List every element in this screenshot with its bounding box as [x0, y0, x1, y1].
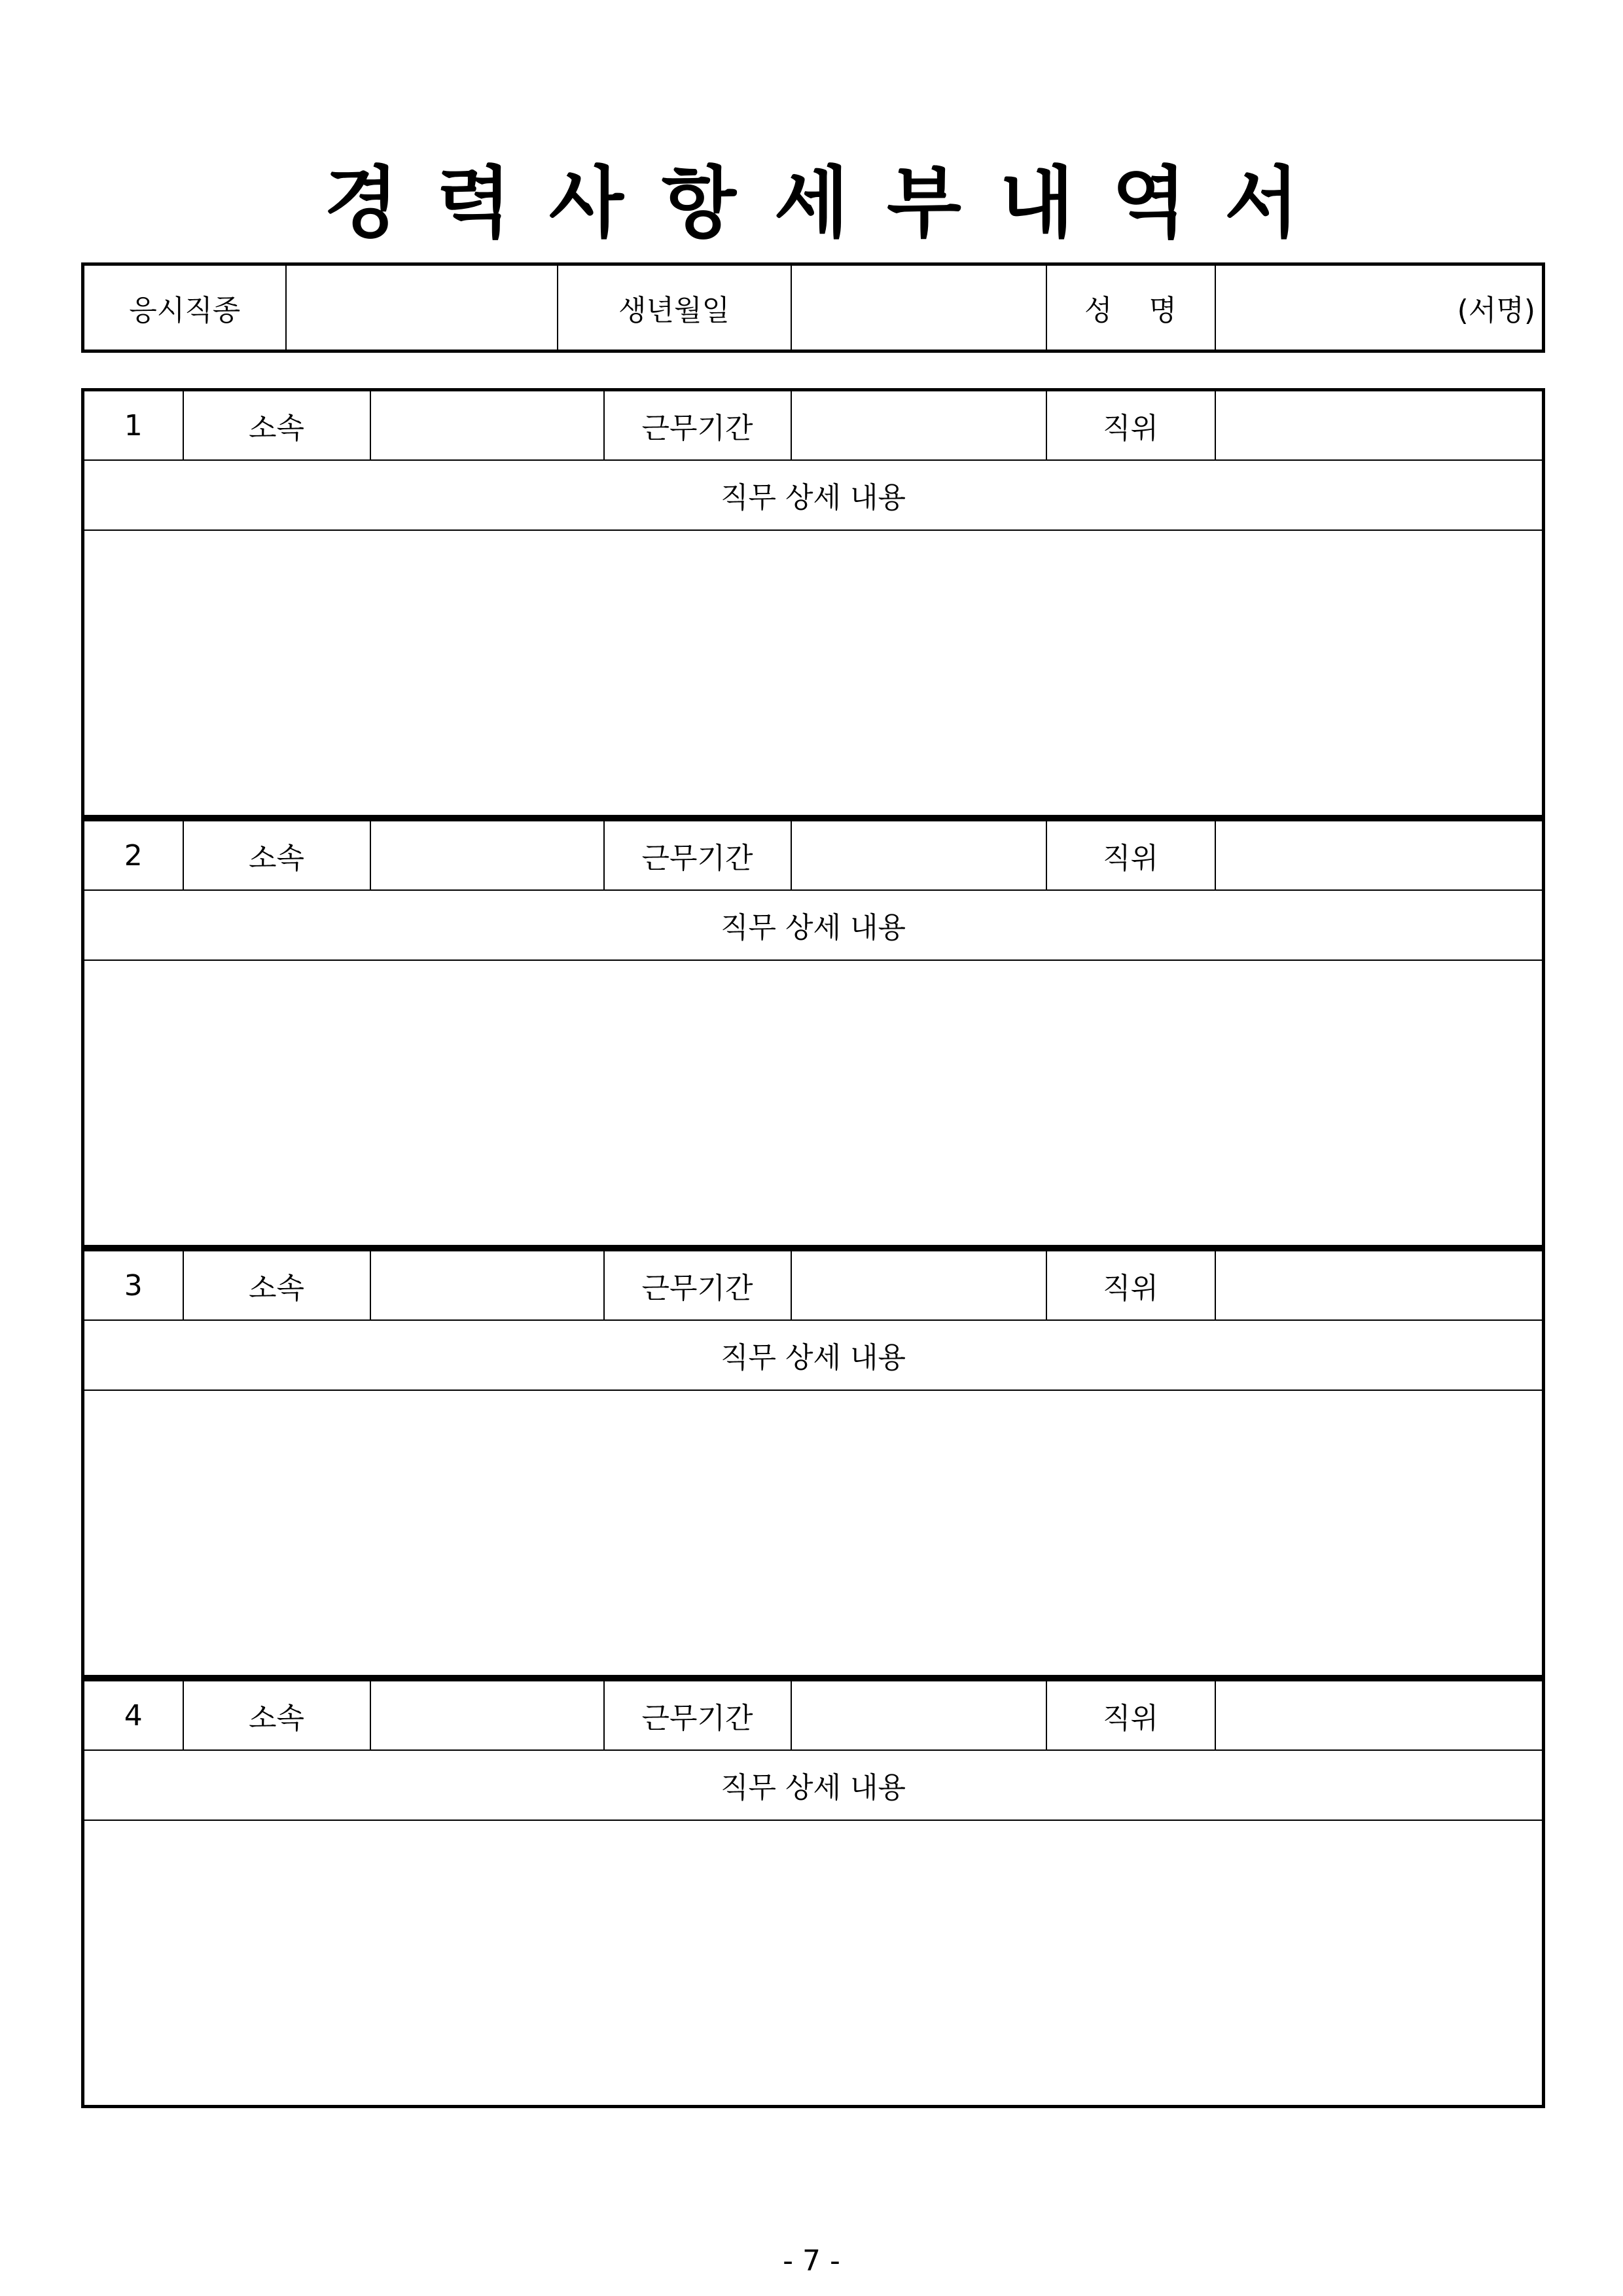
birth-date-field[interactable]	[791, 264, 1046, 351]
work-period-label: 근무기간	[604, 1680, 791, 1751]
entry-number: 1	[83, 390, 183, 461]
position-label: 직위	[1046, 390, 1215, 461]
work-period-label: 근무기간	[604, 820, 791, 891]
page-number: - 7 -	[783, 2244, 840, 2278]
job-detail-heading: 직무 상세 내용	[83, 1320, 1544, 1390]
work-period-field[interactable]	[791, 820, 1046, 891]
affiliation-field[interactable]	[370, 1250, 604, 1321]
career-entry-3	[81, 1248, 1545, 1678]
work-period-field[interactable]	[791, 1680, 1046, 1751]
work-period-field[interactable]	[791, 390, 1046, 461]
job-detail-field[interactable]	[83, 1390, 1544, 1677]
position-field[interactable]	[1215, 1680, 1544, 1751]
position-field[interactable]	[1215, 1250, 1544, 1321]
work-period-field[interactable]	[791, 1250, 1046, 1321]
birth-date-label: 생년월일	[558, 264, 791, 351]
affiliation-field[interactable]	[370, 820, 604, 891]
job-detail-heading: 직무 상세 내용	[83, 890, 1544, 960]
career-entry-4	[81, 1678, 1545, 2108]
applicant-info-table	[81, 262, 1545, 353]
career-entry-1	[81, 388, 1545, 818]
name-label: 성 명	[1046, 264, 1215, 351]
job-detail-field[interactable]	[83, 960, 1544, 1247]
job-detail-field[interactable]	[83, 530, 1544, 817]
entry-number: 3	[83, 1250, 183, 1321]
work-period-label: 근무기간	[604, 1250, 791, 1321]
position-label: 직위	[1046, 1250, 1215, 1321]
affiliation-label: 소속	[183, 390, 370, 461]
name-signature-field[interactable]: (서명)	[1215, 264, 1544, 351]
affiliation-field[interactable]	[370, 390, 604, 461]
work-period-label: 근무기간	[604, 390, 791, 461]
position-label: 직위	[1046, 1680, 1215, 1751]
job-detail-heading: 직무 상세 내용	[83, 460, 1544, 529]
page-title: 경력사항세부내역서	[324, 158, 1337, 248]
position-field[interactable]	[1215, 820, 1544, 891]
affiliation-label: 소속	[183, 1680, 370, 1751]
affiliation-field[interactable]	[370, 1680, 604, 1751]
affiliation-label: 소속	[183, 1250, 370, 1321]
position-label: 직위	[1046, 820, 1215, 891]
entry-number: 4	[83, 1680, 183, 1751]
job-detail-field[interactable]	[83, 1820, 1544, 2107]
affiliation-label: 소속	[183, 820, 370, 891]
job-type-label: 응시직종	[83, 264, 286, 351]
career-entry-2	[81, 818, 1545, 1248]
job-detail-heading: 직무 상세 내용	[83, 1750, 1544, 1820]
position-field[interactable]	[1215, 390, 1544, 461]
job-type-field[interactable]	[286, 264, 558, 351]
entry-number: 2	[83, 820, 183, 891]
